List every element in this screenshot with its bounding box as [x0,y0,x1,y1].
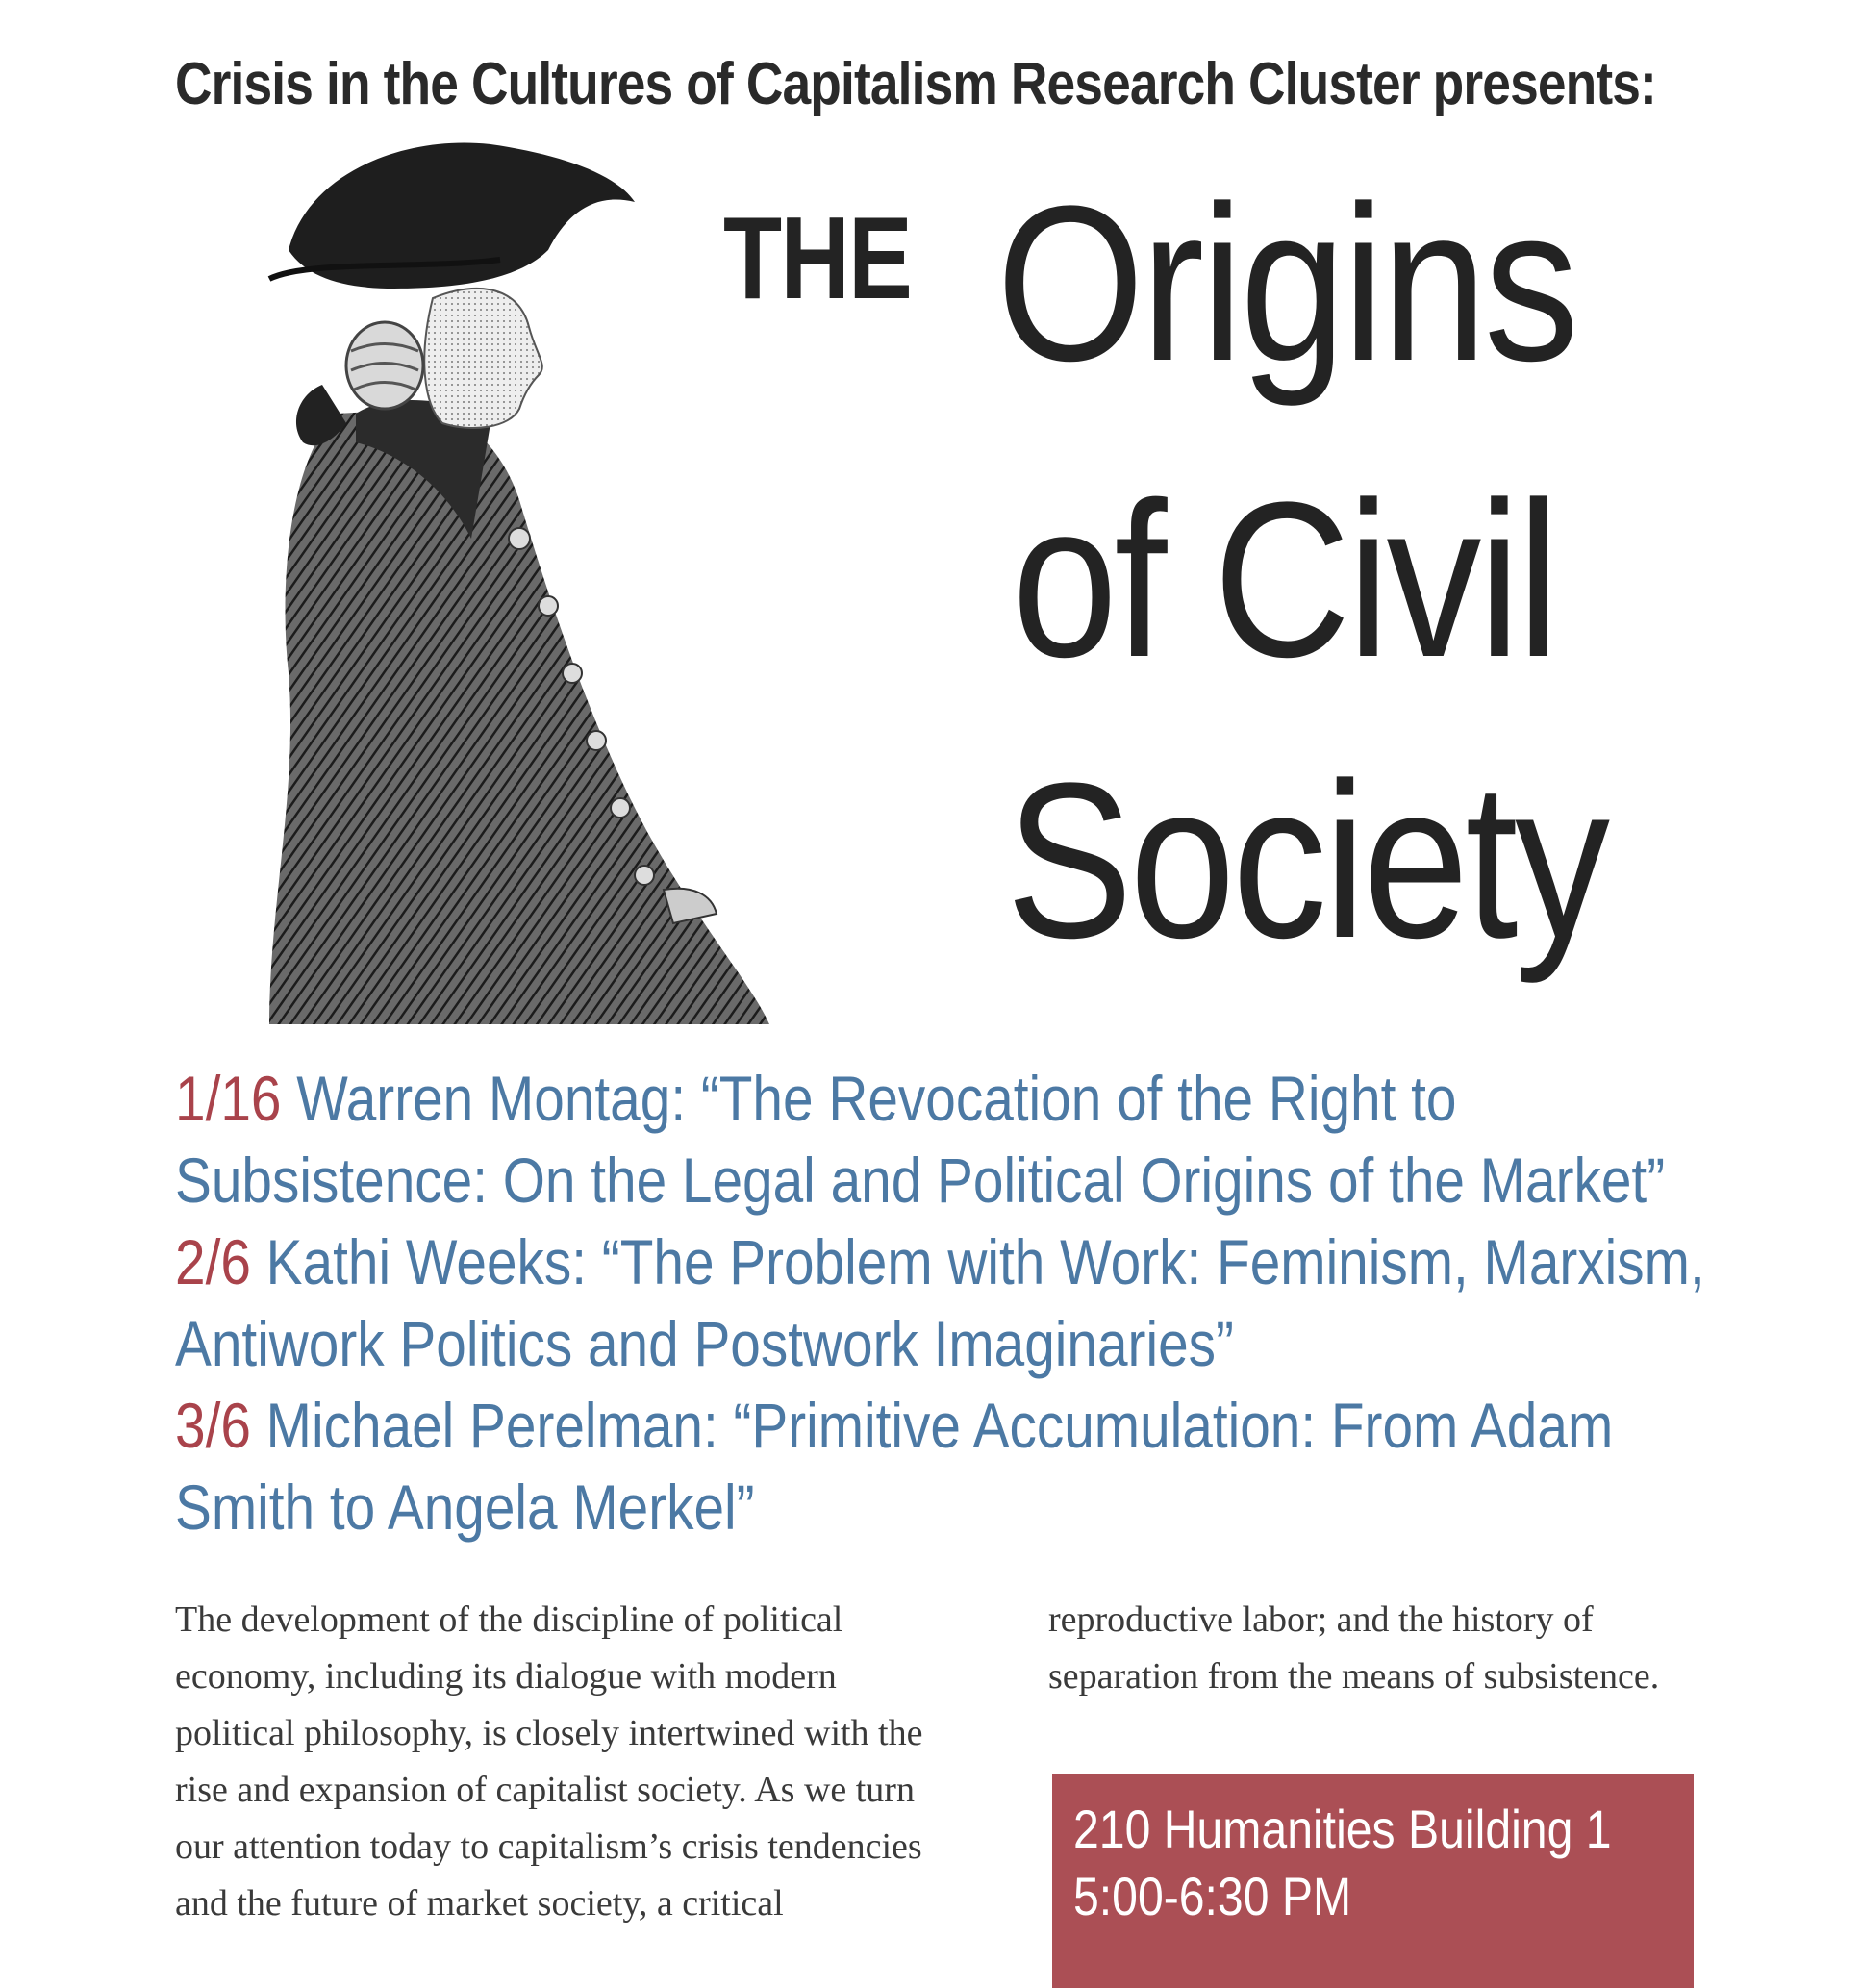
venue-location: 210 Humanities Building 1 [1073,1799,1612,1859]
event-item [175,1221,1730,1385]
title-line-society: Society [1006,737,1607,984]
title-line-of-civil: of Civil [1012,456,1556,703]
presenter-heading: Crisis in the Cultures of Capitalism Research Cluster presents: [175,51,1656,117]
body-text-column-1: The development of the discipline of political economy, including its dialogue with modern political philosophy, is closely intertwined with the rise and expansion of capitalist society. As we turn our attention today to capitalism’s crisis tendencies and the future of market society, a critical [175,1599,923,1924]
venue-time: 5:00-6:30 PM [1073,1866,1352,1926]
event-description: Warren Montag: “The Revocation of the Right to Subsistence: On the Legal and Political Origins of the Market” [175,1063,1666,1216]
event-description: Michael Perelman: “Primitive Accumulation: From Adam Smith to Angela Merkel” [175,1390,1614,1543]
title-line-origins: Origins [996,160,1576,407]
venue-box [1052,1774,1694,1988]
event-item [175,1058,1730,1221]
event-date: 3/6 [175,1390,251,1461]
body-text-column-2: reproductive labor; and the history of separation from the means of subsistence. [1048,1599,1660,1697]
event-list [175,1058,1730,1548]
event-date: 2/6 [175,1226,251,1297]
event-item [175,1385,1730,1548]
event-description: Kathi Weeks: “The Problem with Work: Feminism, Marxism, Antiwork Politics and Postwork Imaginaries” [175,1226,1705,1379]
title-the: THE [723,192,912,323]
event-date: 1/16 [175,1063,282,1134]
